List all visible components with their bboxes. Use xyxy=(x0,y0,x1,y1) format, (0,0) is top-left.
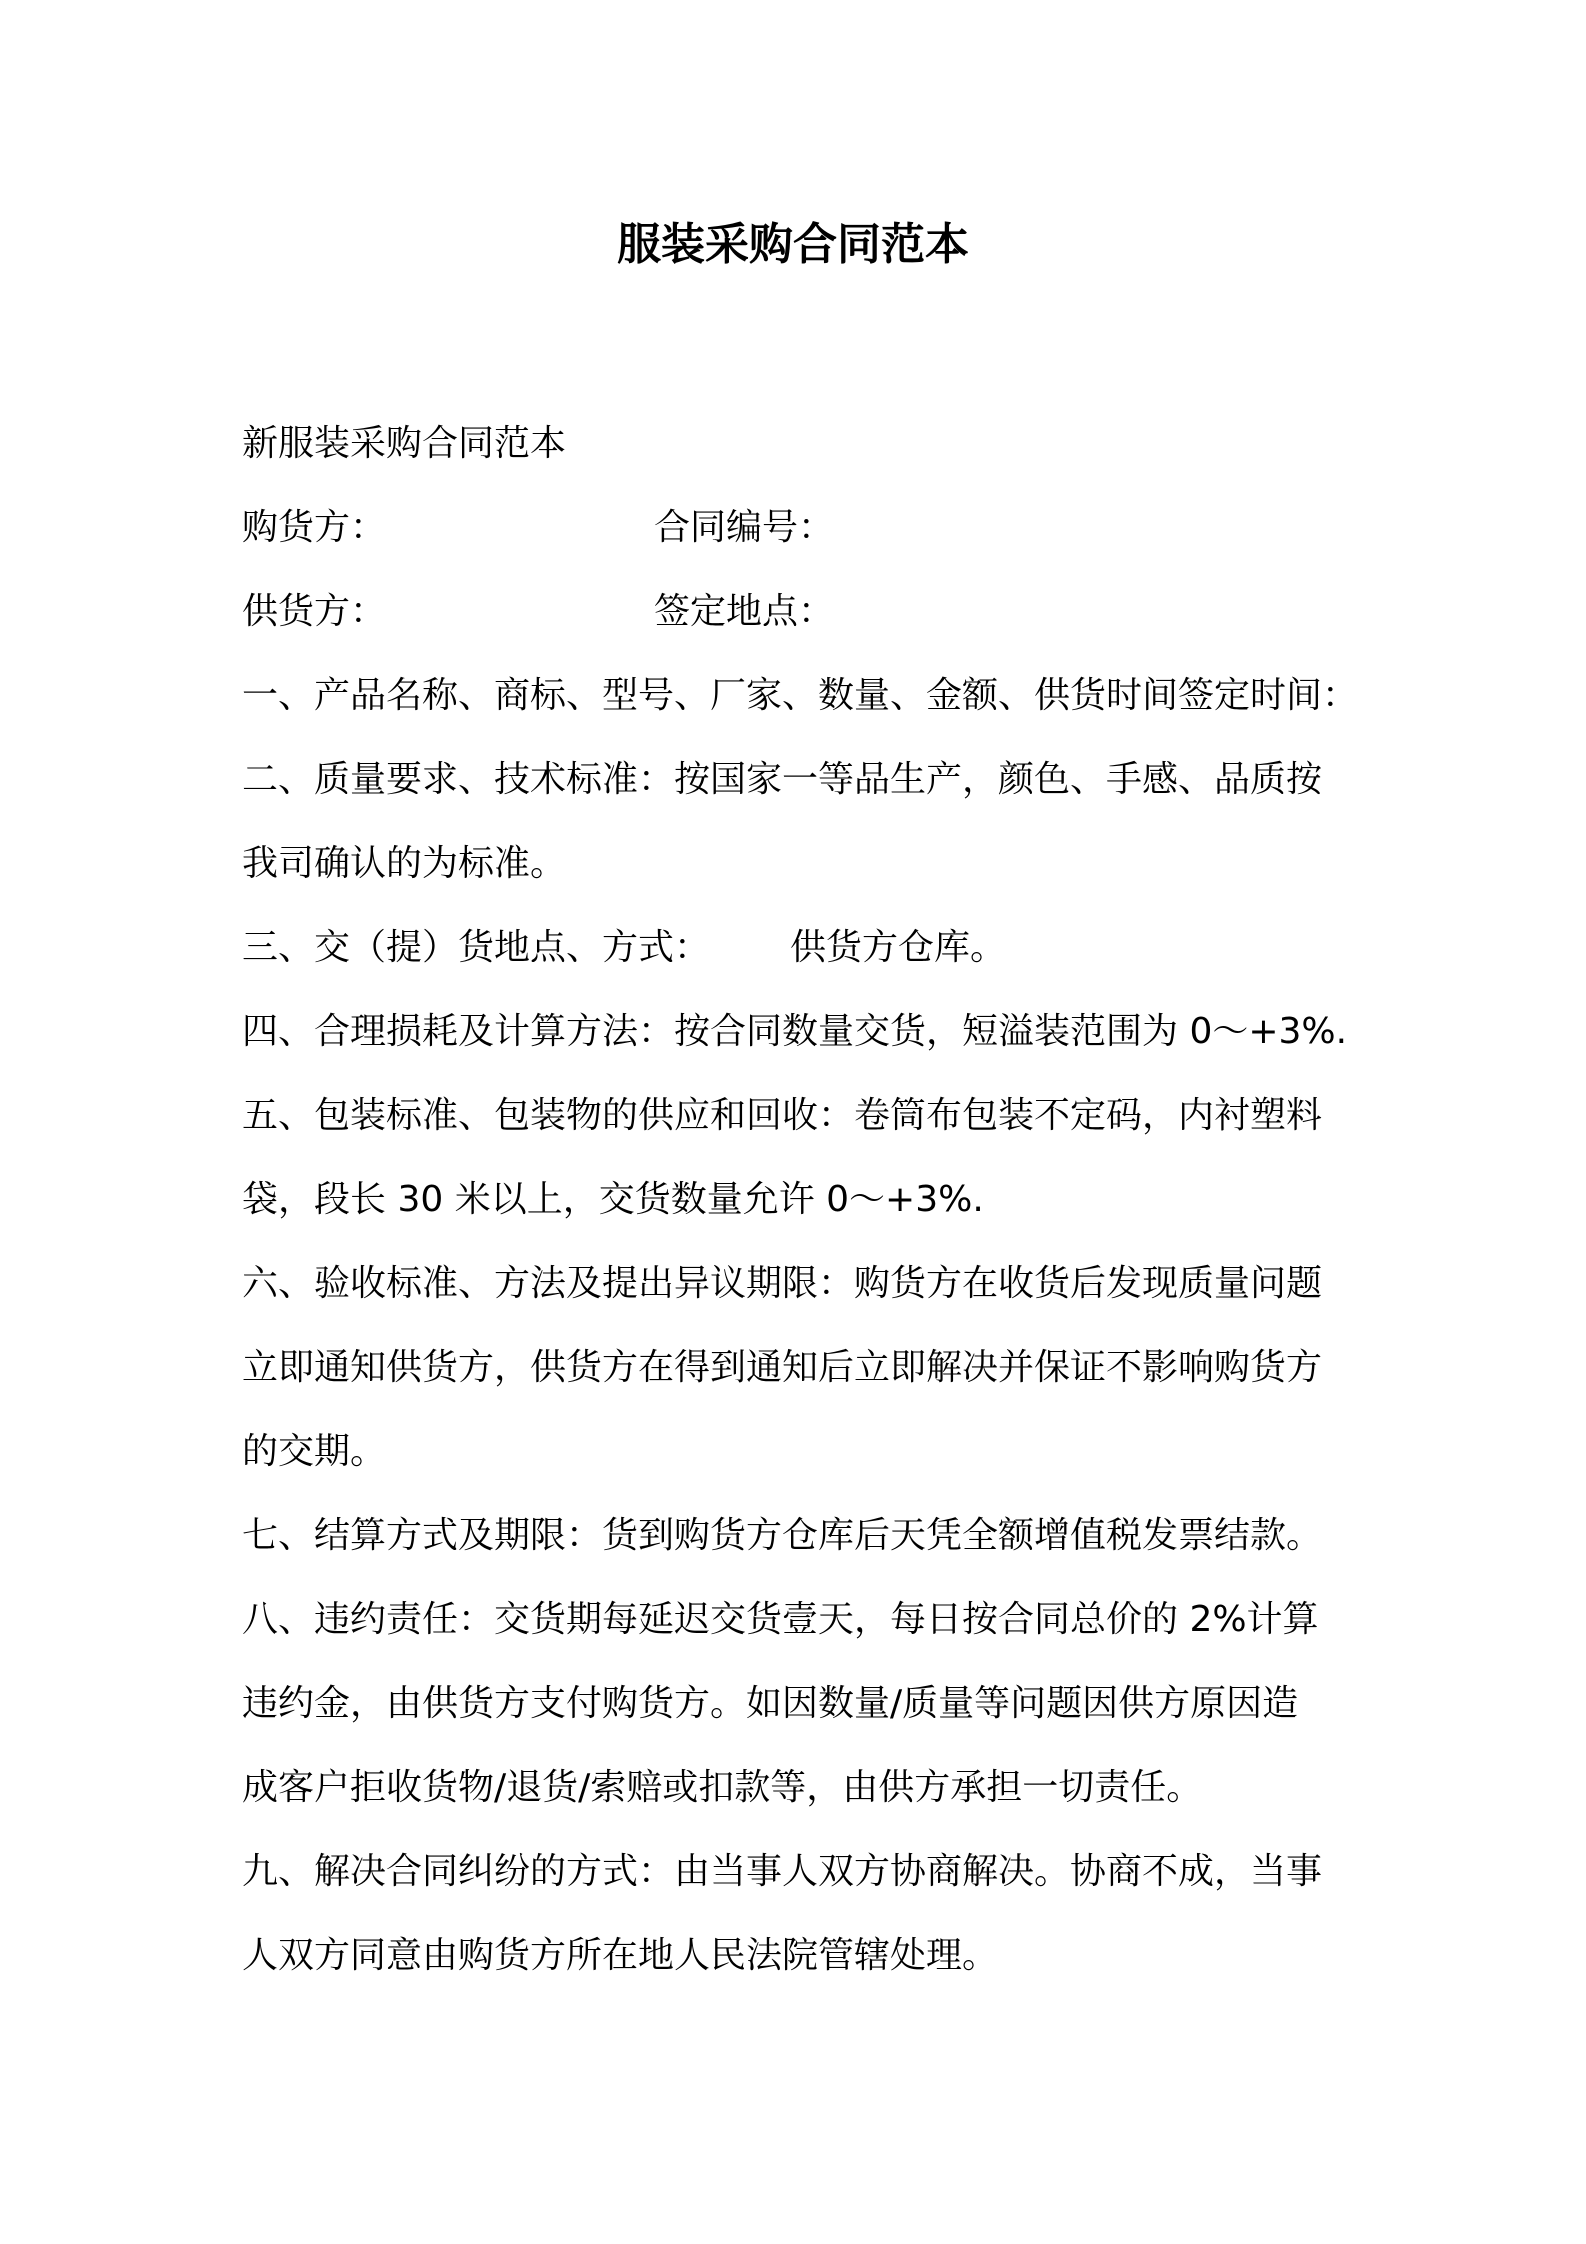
clause-2-line-2: 我司确认的为标准。 xyxy=(242,843,567,884)
document-title: 服装采购合同范本 xyxy=(617,219,969,270)
clause-5-line-2: 袋，段长 30 米以上，交货数量允许 0～+3%. xyxy=(242,1179,984,1220)
clause-3-value: 供货方仓库。 xyxy=(790,927,1007,968)
clause-5-line-1: 五、包装标准、包装物的供应和回收：卷筒布包装不定码，内衬塑料 xyxy=(242,1095,1323,1136)
clause-8-line-2: 违约金，由供货方支付购货方。如因数量/质量等问题因供方原因造 xyxy=(242,1683,1299,1724)
clause-8-line-1: 八、违约责任：交货期每延迟交货壹天，每日按合同总价的 2%计算 xyxy=(242,1599,1319,1640)
contract-number-label: 合同编号： xyxy=(654,507,835,548)
clause-9-line-2: 人双方同意由购货方所在地人民法院管辖处理。 xyxy=(242,1935,999,1976)
clause-7: 七、结算方式及期限：货到购货方仓库后天凭全额增值税发票结款。 xyxy=(242,1515,1323,1556)
clause-8-line-3: 成客户拒收货物/退货/索赔或扣款等，由供方承担一切责任。 xyxy=(242,1767,1203,1808)
clause-4: 四、合理损耗及计算方法：按合同数量交货，短溢装范围为 0～+3%. xyxy=(242,1011,1348,1052)
party-row-supplier xyxy=(242,570,1362,654)
document-body xyxy=(242,402,1362,1998)
clause-3-label: 三、交（提）货地点、方式： xyxy=(242,927,711,968)
party-row-buyer xyxy=(242,486,1362,570)
clause-6-line-1: 六、验收标准、方法及提出异议期限：购货方在收货后发现质量问题 xyxy=(242,1263,1323,1304)
signing-place-label: 签定地点： xyxy=(654,591,835,632)
clause-3 xyxy=(242,906,1362,990)
document-subtitle: 新服装采购合同范本 xyxy=(242,423,567,464)
clause-2-line-1: 二、质量要求、技术标准：按国家一等品生产，颜色、手感、品质按 xyxy=(242,759,1323,800)
clause-9-line-1: 九、解决合同纠纷的方式：由当事人双方协商解决。协商不成，当事 xyxy=(242,1851,1323,1892)
supplier-label: 供货方： xyxy=(242,591,387,632)
clause-6-line-2: 立即通知供货方，供货方在得到通知后立即解决并保证不影响购货方 xyxy=(242,1347,1323,1388)
buyer-label: 购货方： xyxy=(242,507,387,548)
clause-1: 一、产品名称、商标、型号、厂家、数量、金额、供货时间签定时间： xyxy=(242,675,1359,716)
clause-6-line-3: 的交期。 xyxy=(242,1431,387,1472)
